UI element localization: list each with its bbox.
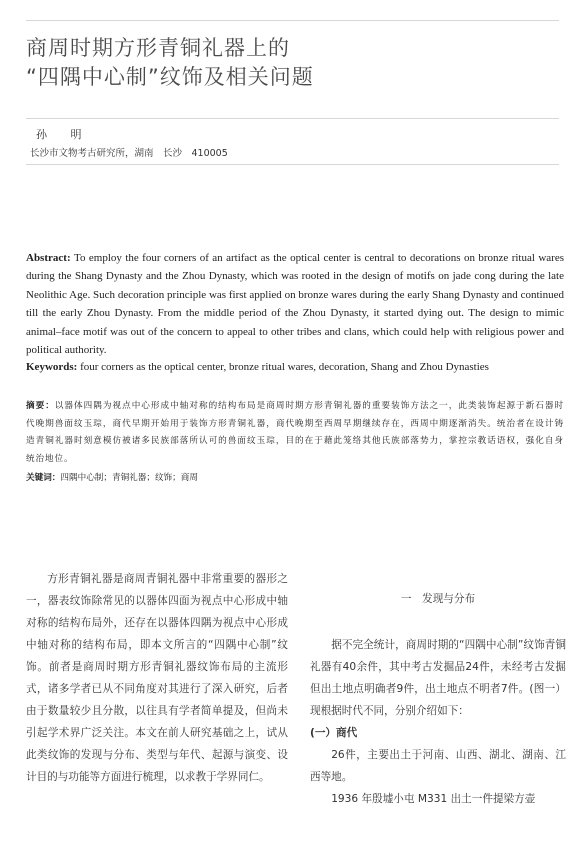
section-heading: 一 发现与分布 [400,593,476,605]
body-paragraph: 据不完全统计，商周时期的“四隅中心制”纹饰青铜礼器有40余件，其中考古发掘品24件，未经考古发掘但出土地点明确者9件，出土地点不明者7件。(图一）现根据时代不同，分别介绍如下： [310,639,566,717]
subsection-heading: (一）商代 [310,727,358,739]
article-title [26,34,566,92]
body-right-column [310,588,566,810]
body-left-column [26,568,288,788]
english-keywords-label: Keywords [26,361,74,373]
chinese-abstract-text: 以器体四隅为视点中心形成中轴对称的结构布局是商周时期方形青铜礼器的重要装饰方法之一，此类装饰起源于新石器时代晚期兽面纹玉琮，商代早期开始用于装饰方形青铜礼器，商代晚期至西周早期继续存在，西周中期逐渐消失。统治者在设计铸造青铜礼器时刻意模仿被诸多民族部落所认可的兽面纹玉琮，目的在于藉此笼络其他氏族部落势力，掌控宗教话语权，强化自身统治地位。 [26,401,564,464]
title-rule [26,118,559,119]
body-paragraph: 方形青铜礼器是商周青铜礼器中非常重要的器形之一，器表纹饰除常见的以器体四面为视点中心形成中轴对称的结构布局外，还存在以器体四隅为视点中心形成中轴对称的结构布局，即本文所言的“四隅中心制”纹饰。前者是商周时期方形青铜礼器纹饰布局的主流形式，诸多学者已从不同角度对其进行了深入研究，后者由于数量较少且分散，以往具有学者简单提及，但尚未引起学术界广泛关注。本文在前人研究基础之上，试从此类纹饰的发现与分布、类型与年代、起源与演变、设计目的与功能等方面进行梳理，以求教于学界同仁。 [26,573,288,783]
english-abstract: Abstract: To employ the four corners of an artifact as the optical center is central to decorations on bronze ritual wares during the Shang Dynasty and the Zhou Dynasty, which was rooted in the design of motifs on jade cong during the late Neolithic Age. Such decoration principle was first applied on bronze wares during the early Shang Dynasty and continued till the early Zhou Dynasty. From the middle period of the Zhou Dynasty, it started dying out. The design to mimic animal–face motif was out of the concern to appeal to other tribes and clans, which could help with religious power and political authority. [26,252,564,357]
english-abstract-text: To employ the four corners of an artifact as the optical center is central to decorations on bronze ritual wares during the Shang Dynasty and the Zhou Dynasty, which was rooted in the design of motifs on jade cong during the late Neolithic Age. Such decoration principle was first applied on bronze wares during the early Shang Dynasty and continued till the early Zhou Dynasty. From the middle period of the Zhou Dynasty, it started dying out. The design to mimic animal–face motif was out of the concern to appeal to other tribes and clans, which could help with religious power and political authority. [26,252,564,357]
body-paragraph: 26件，主要出土于河南、山西、湖北、湖南、江西等地。 [310,749,566,783]
title-line-1: 商周时期方形青铜礼器上的 [26,36,290,60]
chinese-keywords-text: 四隅中心制；青铜礼器；纹饰；商周 [60,473,198,483]
author-affiliation: 长沙市文物考古研究所，湖南 长沙 410005 [30,148,228,159]
english-abstract-label: Abstract [26,252,67,264]
chinese-abstract: 摘要：以器体四隅为视点中心形成中轴对称的结构布局是商周时期方形青铜礼器的重要装饰方法之一，此类装饰起源于新石器时代晚期兽面纹玉琮，商代早期开始用于装饰方形青铜礼器，商代晚期至西周早期继续存在，西周中期逐渐消失。统治者在设计铸造青铜礼器时刻意模仿被诸多民族部落所认可的兽面纹玉琮，目的在于藉此笼络其他氏族部落势力，掌控宗教话语权，强化自身统治地位。 [26,401,564,464]
chinese-keywords-label: 关键词 [26,473,52,483]
chinese-keywords: 关键词：四隅中心制；青铜礼器；纹饰；商周 [26,473,198,483]
english-keywords: Keywords: four corners as the optical center, bronze ritual wares, decoration, Shang and Zhou Dynasties [26,361,489,373]
body-paragraph: 1936 年殷墟小屯 M331 出土一件提梁方壶 [331,793,536,805]
author-name: 孙 明 [36,128,92,141]
affiliation-rule [26,164,559,165]
english-keywords-text: four corners as the optical center, bronze ritual wares, decoration, Shang and Zhou Dynasties [80,361,489,373]
chinese-abstract-label: 摘要 [26,401,46,411]
title-line-2: “四隅中心制”纹饰及相关问题 [26,65,314,89]
top-rule [26,20,559,21]
